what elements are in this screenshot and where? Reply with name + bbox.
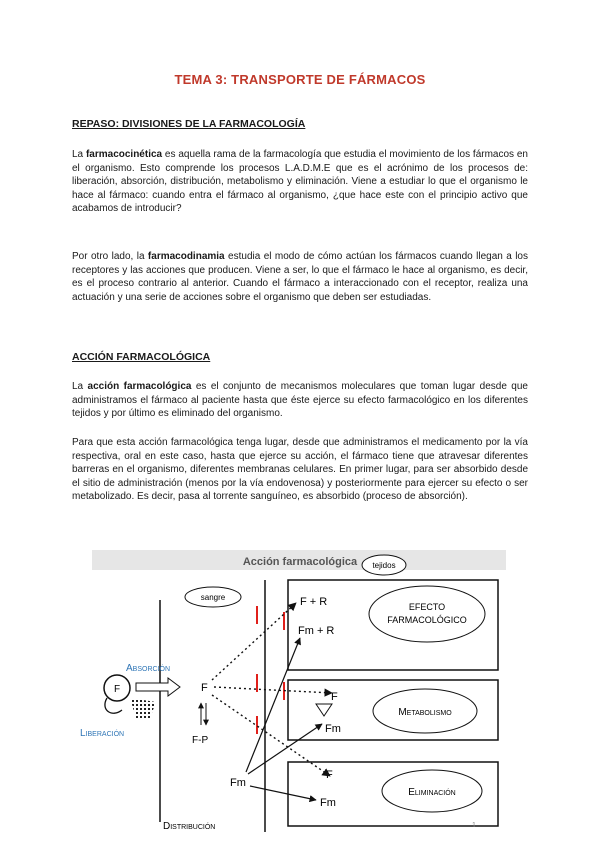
document-title: TEMA 3: TRANSPORTE DE FÁRMACOS — [174, 72, 426, 87]
distribucion-label: Distribución — [163, 821, 216, 832]
efecto-ellipse — [369, 586, 485, 642]
section-heading-accion: ACCIÓN FARMACOLÓGICA — [72, 351, 211, 363]
box2-f: F — [331, 691, 338, 703]
absorption-arrow — [136, 678, 180, 696]
down-triangle-icon — [316, 704, 332, 716]
efecto-line2: FARMACOLÓGICO — [387, 615, 467, 625]
paragraph-accion-farmacologica: La acción farmacológica es el conjunto de mecanismos moleculares que toman lugar desde que administramos el fármaco al paciente hasta que éste ejerce su efecto farmacológico en los diferentes tejidos y por último es eliminado del organismo. — [72, 381, 528, 420]
dissolved-particles — [130, 698, 156, 718]
fp-label: F-P — [192, 735, 209, 746]
box3-f: F — [326, 769, 333, 781]
diagram-banner-title: Acción farmacológica — [242, 556, 358, 568]
eliminacion-label: Eliminación — [408, 787, 456, 798]
liberacion-label: Liberación — [80, 728, 125, 739]
paragraph-barreras: Para que esta acción farmacológica tenga lugar, desde que administramos el medicamento por la vía respectiva, oral en este caso, hasta que ejerce su acción, el fármaco tiene que atravesar diferentes barreras en el organismo, diferentes membranas celulares. En primer lugar, para ser absorbido desde el sitio de administración (menos por la vía endovenosa) y posteriormente para ejercer su efecto o ser metabolizado. Es decir, pasa al torrente sanguíneo, es absorbido (proceso de absorción). — [72, 437, 528, 503]
accion-farmacologica-diagram — [0, 540, 600, 840]
barrier-marks — [257, 606, 284, 734]
center-f: F — [201, 682, 208, 694]
page-number: 1 — [472, 822, 476, 829]
absorcion-label: Absorción — [126, 663, 171, 674]
box3-fm: Fm — [320, 797, 336, 809]
tejidos-label: tejidos — [372, 561, 396, 570]
box1-fm-r: Fm + R — [298, 625, 335, 637]
paragraph-farmacodinamia: Por otro lado, la farmacodinamia estudia el modo de cómo actúan los fármacos cuando llegan a los receptores y las acciones que producen. Viene a ser, lo que el fármaco le hace al organismo, es decir, es el proceso contrario al anterior. Cuando el fármaco a interaccionado con el receptor, realiza una actuación y una serie de acciones sobre el organismo que deben ser estudiadas. — [72, 251, 528, 303]
fm-bottom-label: Fm — [230, 777, 246, 789]
section-heading-repaso: REPASO: DIVISIONES DE LA FARMACOLOGÍA — [72, 118, 306, 130]
box2-fm: Fm — [325, 723, 341, 735]
efecto-line1: EFECTO — [408, 602, 446, 612]
metabolismo-label: Metabolismo — [398, 707, 452, 718]
pill-f-label: F — [113, 684, 121, 695]
paragraph-farmacocinetica: La farmacocinética es aquella rama de la farmacología que estudia el movimiento de los fármacos en el organismo. Esto comprende los procesos L.A.D.M.E que es el acrónimo de los procesos de: liberación, absorción, distribución, metabolismo y eliminación. Viene a estudiar lo que el organismo le hace al fármaco: cuando entra el fármaco al organismo, ¿que hace este con el principio activo que acabamos de introducir? — [72, 149, 528, 215]
sangre-label: sangre — [200, 593, 226, 602]
box1-f-r: F + R — [300, 596, 328, 608]
